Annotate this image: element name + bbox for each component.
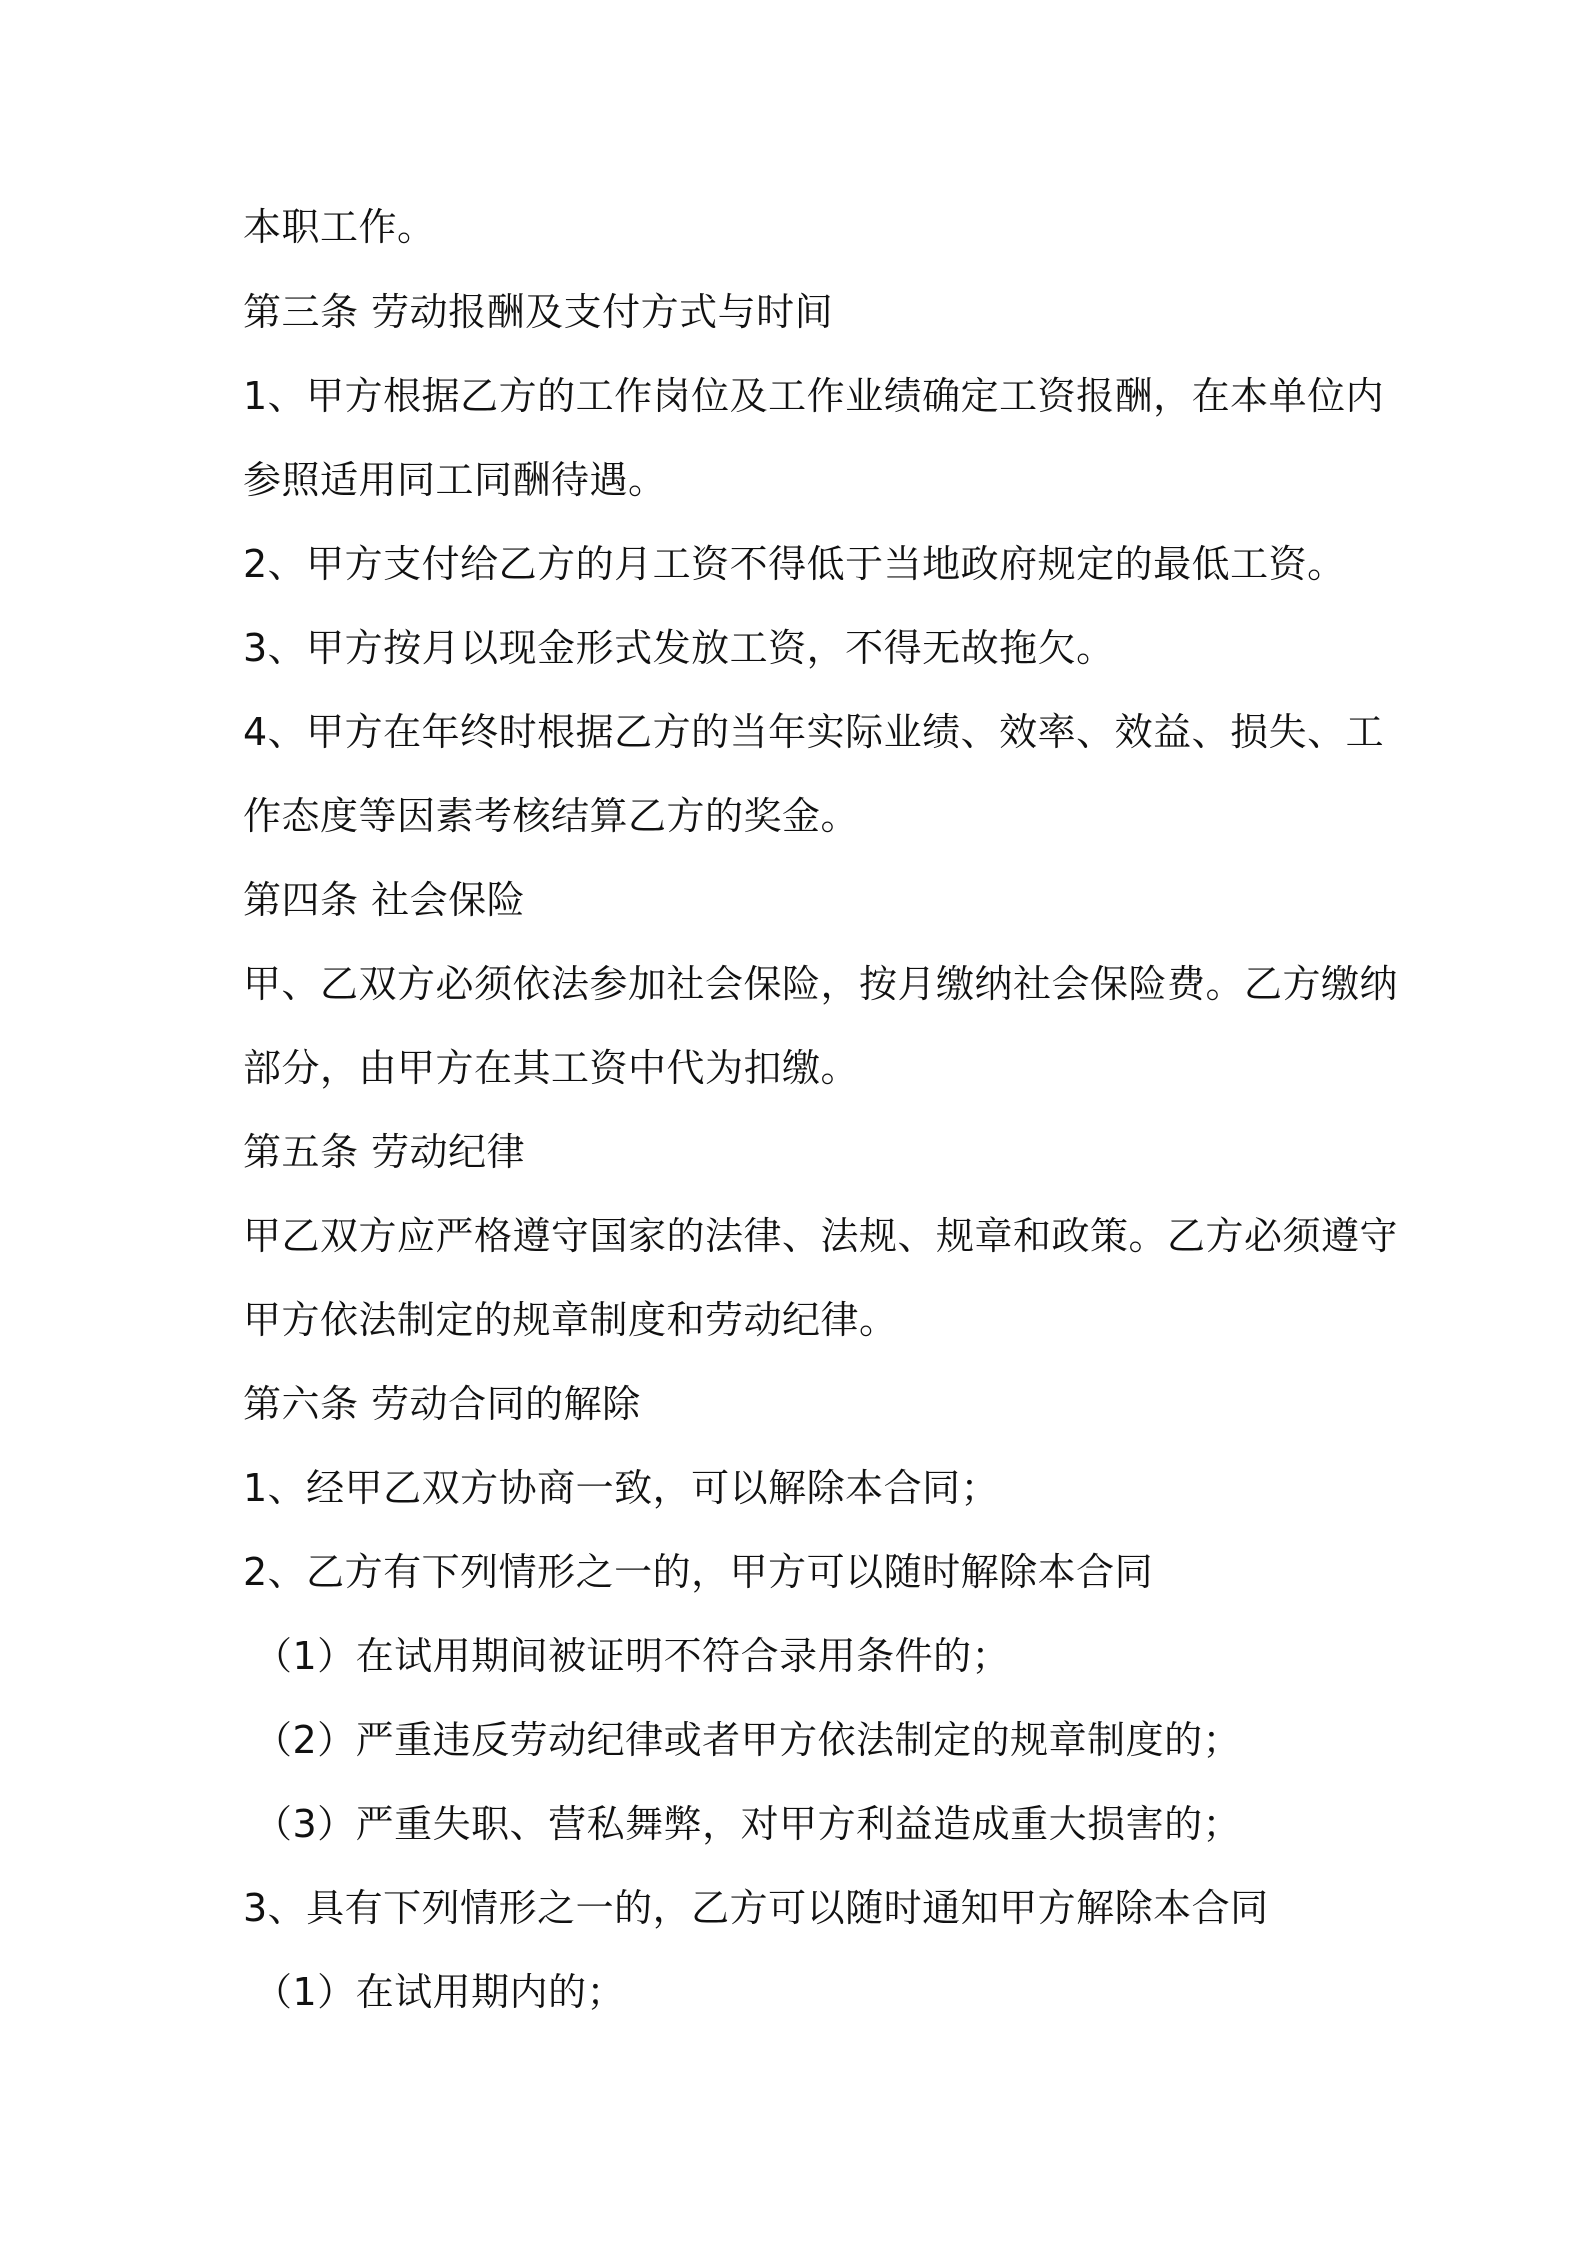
article-heading-6: 第六条 劳动合同的解除 [243, 1382, 641, 1426]
text-line-8: 作态度等因素考核结算乙方的奖金。 [243, 794, 860, 838]
text-line-18: （1）在试用期间被证明不符合录用条件的； [254, 1634, 1011, 1678]
text-line-6: 3、甲方按月以现金形式发放工资，不得无故拖欠。 [243, 626, 1115, 670]
text-line-21: 3、具有下列情形之一的，乙方可以随时通知甲方解除本合同 [243, 1886, 1269, 1930]
text-line-13: 甲乙双方应严格遵守国家的法律、法规、规章和政策。乙方必须遵守 [243, 1214, 1399, 1258]
article-heading-4: 第四条 社会保险 [243, 878, 526, 922]
text-line-7: 4、甲方在年终时根据乙方的当年实际业绩、效率、效益、损失、工 [243, 710, 1385, 754]
text-line-16: 1、经甲乙双方协商一致，可以解除本合同； [243, 1466, 1000, 1510]
article-heading-5: 第五条 劳动纪律 [243, 1130, 526, 1174]
text-line-22: （1）在试用期内的； [254, 1970, 626, 2014]
text-line-11: 部分，由甲方在其工资中代为扣缴。 [243, 1046, 860, 1090]
text-line-20: （3）严重失职、营私舞弊，对甲方利益造成重大损害的； [254, 1802, 1242, 1846]
text-line-14: 甲方依法制定的规章制度和劳动纪律。 [243, 1298, 898, 1342]
text-line-5: 2、甲方支付给乙方的月工资不得低于当地政府规定的最低工资。 [243, 542, 1346, 586]
text-line-4: 参照适用同工同酬待遇。 [243, 458, 667, 502]
text-line-10: 甲、乙双方必须依法参加社会保险，按月缴纳社会保险费。乙方缴纳 [243, 962, 1399, 1006]
text-line-1: 本职工作。 [243, 205, 436, 249]
text-line-3: 1、甲方根据乙方的工作岗位及工作业绩确定工资报酬，在本单位内 [243, 374, 1385, 418]
text-line-19: （2）严重违反劳动纪律或者甲方依法制定的规章制度的； [254, 1718, 1242, 1762]
text-line-17: 2、乙方有下列情形之一的，甲方可以随时解除本合同 [243, 1550, 1154, 1594]
article-heading-3: 第三条 劳动报酬及支付方式与时间 [243, 290, 834, 334]
